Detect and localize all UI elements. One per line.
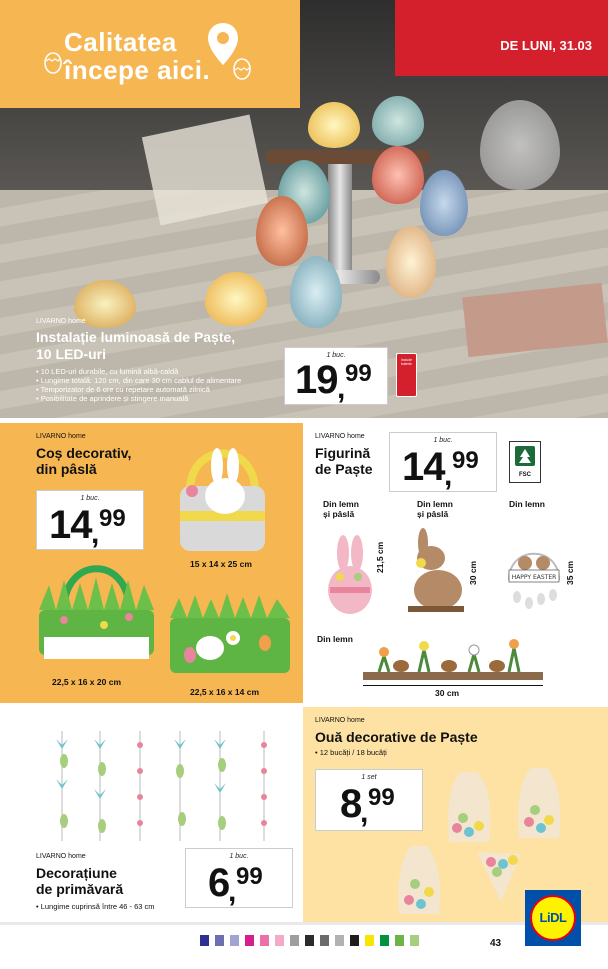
- feature-item: • Lungime totală: 120 cm, din care 30 cm cablul de alimentare: [36, 376, 241, 385]
- price-comma: ,: [91, 517, 100, 550]
- figurine-panel: [303, 423, 608, 703]
- tree-icon: [510, 444, 540, 470]
- feature-text: 12 bucăți / 18 bucăți: [319, 748, 387, 757]
- feature-text: Lungime cuprinsă între 46 - 63 cm: [40, 902, 155, 911]
- dimension-label: 22,5 x 16 x 20 cm: [52, 677, 122, 687]
- dimension-label: 22,5 x 16 x 14 cm: [190, 687, 260, 697]
- hanging-sign-image: [503, 535, 565, 615]
- color-swatch: [320, 935, 329, 946]
- dimension-label: 35 cm: [565, 560, 575, 585]
- slogan-banner: [0, 0, 300, 108]
- price-integer: 14: [402, 445, 445, 489]
- fsc-logo: [509, 441, 541, 483]
- brand-label: LIVARNO home: [36, 318, 86, 325]
- title-line-1: Figurină: [315, 445, 371, 461]
- price-integer: 19: [295, 358, 338, 402]
- battery-badge: [396, 353, 417, 397]
- price-unit: 1 buc.: [80, 495, 100, 502]
- product-title: [315, 445, 373, 477]
- title-line-2: 10 LED-uri: [36, 346, 107, 362]
- price-integer: 8: [340, 782, 362, 826]
- egg-light: [372, 146, 424, 204]
- dimension-label: 15 x 14 x 25 cm: [190, 559, 252, 569]
- easter-egg-icon: [233, 58, 251, 80]
- color-swatch: [200, 935, 209, 946]
- title-line-1: Coș decorativ,: [36, 445, 132, 461]
- material-line: și pâslă: [323, 509, 355, 519]
- price-decimals: 99: [452, 447, 479, 474]
- material-label: [323, 499, 359, 519]
- price-decimals: 99: [99, 505, 126, 532]
- color-swatch: [215, 935, 224, 946]
- basket-panel: [0, 423, 303, 703]
- grass-basket-image: [34, 555, 159, 670]
- feature-item: • 12 bucăți / 18 bucăți: [315, 748, 387, 757]
- brand-label: LIVARNO home: [315, 433, 365, 440]
- color-swatch: [275, 935, 284, 946]
- brand-label: LIVARNO home: [36, 433, 86, 440]
- material-line: și pâslă: [417, 509, 449, 519]
- garland-panel: [0, 707, 303, 922]
- material-label: [417, 499, 453, 519]
- price-unit: 1 buc.: [433, 437, 453, 444]
- material-label: Din lemn: [509, 499, 545, 509]
- product-title: [36, 329, 241, 363]
- price-tag: [36, 490, 144, 550]
- price-unit: 1 buc.: [326, 352, 346, 359]
- footer-divider: [0, 922, 608, 925]
- grass-basket-image: [165, 593, 295, 683]
- material-line: Din lemn: [417, 499, 453, 509]
- price-comma: ,: [444, 459, 453, 492]
- product-title: [36, 865, 123, 897]
- price-unit: 1 buc.: [229, 853, 249, 860]
- title-line-2: din pâslă: [36, 461, 97, 477]
- product-title: Ouă decorative de Paște: [315, 729, 478, 745]
- price-unit: 1 set: [361, 774, 377, 781]
- color-swatch: [350, 935, 359, 946]
- price-comma: ,: [360, 796, 369, 829]
- date-label: DE LUNI, 31.03: [500, 38, 592, 53]
- color-swatch: [380, 935, 389, 946]
- price-tag: [389, 432, 497, 492]
- price-tag: [185, 848, 293, 908]
- fsc-label: FSC: [519, 472, 531, 478]
- price-integer: 14: [49, 503, 92, 547]
- egg-light: [372, 96, 424, 146]
- color-swatch: [290, 935, 299, 946]
- feature-item: • 10 LED-uri durabile, cu lumină albă-caldă: [36, 367, 241, 376]
- page-number: 43: [490, 938, 502, 949]
- title-line-1: Instalație luminoasă de Paște,: [36, 329, 236, 345]
- rabbit-figurine-image: [403, 528, 469, 613]
- brand-label: LIVARNO home: [36, 853, 86, 860]
- dimension-label: 21,5 cm: [375, 541, 385, 573]
- color-swatch: [365, 935, 374, 946]
- date-banner: [395, 0, 608, 76]
- color-swatch: [335, 935, 344, 946]
- dimension-bracket: [363, 685, 543, 686]
- color-swatch: [395, 935, 404, 946]
- cake-stand: [328, 160, 352, 280]
- price-tag: [284, 347, 388, 405]
- feature-item: • Lungime cuprinsă între 46 - 63 cm: [36, 902, 155, 911]
- color-swatch: [305, 935, 314, 946]
- color-swatch: [410, 935, 419, 946]
- bunny-figurine-image: [325, 535, 375, 615]
- feature-list: [36, 367, 241, 403]
- slogan-text: [64, 28, 210, 84]
- bunny-basket-image: [170, 431, 275, 556]
- egg-light: [308, 102, 360, 148]
- price-decimals: 99: [345, 360, 372, 387]
- wooden-scene-image: [359, 628, 547, 686]
- product-title: [36, 445, 131, 477]
- color-swatch: [230, 935, 239, 946]
- feature-item: • Temporizator de 6 ore cu repetare automată zilnică: [36, 385, 241, 394]
- hero-product-info: [36, 318, 241, 403]
- brand-label: LIVARNO home: [315, 717, 365, 724]
- price-decimals: 99: [368, 784, 395, 811]
- color-swatch: [245, 935, 254, 946]
- dimension-label: 30 cm: [468, 560, 478, 585]
- slogan-line-1: Calitatea: [64, 27, 177, 57]
- title-line-2: de Paște: [315, 461, 373, 477]
- price-decimals: 99: [236, 863, 263, 890]
- lidl-logo-circle: [530, 895, 576, 941]
- price-comma: ,: [228, 875, 237, 908]
- garland-strings-image: [42, 731, 278, 841]
- battery-badge-text: Include baterie: [400, 358, 413, 366]
- color-swatch: [260, 935, 269, 946]
- material-line: Din lemn: [323, 499, 359, 509]
- material-label: Din lemn: [317, 634, 353, 644]
- lidl-logo: [525, 890, 581, 946]
- dimension-label: 30 cm: [435, 688, 460, 698]
- slogan-line-2: începe aici.: [64, 55, 211, 85]
- easter-egg-icon: [44, 52, 62, 74]
- price-integer: 6: [208, 861, 230, 905]
- price-comma: ,: [337, 372, 346, 405]
- feature-item: • Posibilitate de aprindere și stingere manuală: [36, 394, 241, 403]
- lidl-logo-text: LiDL: [539, 910, 567, 925]
- title-line-2: de primăvară: [36, 881, 124, 897]
- happy-easter-text: HAPPY EASTER: [511, 574, 557, 581]
- title-line-1: Decorațiune: [36, 865, 117, 881]
